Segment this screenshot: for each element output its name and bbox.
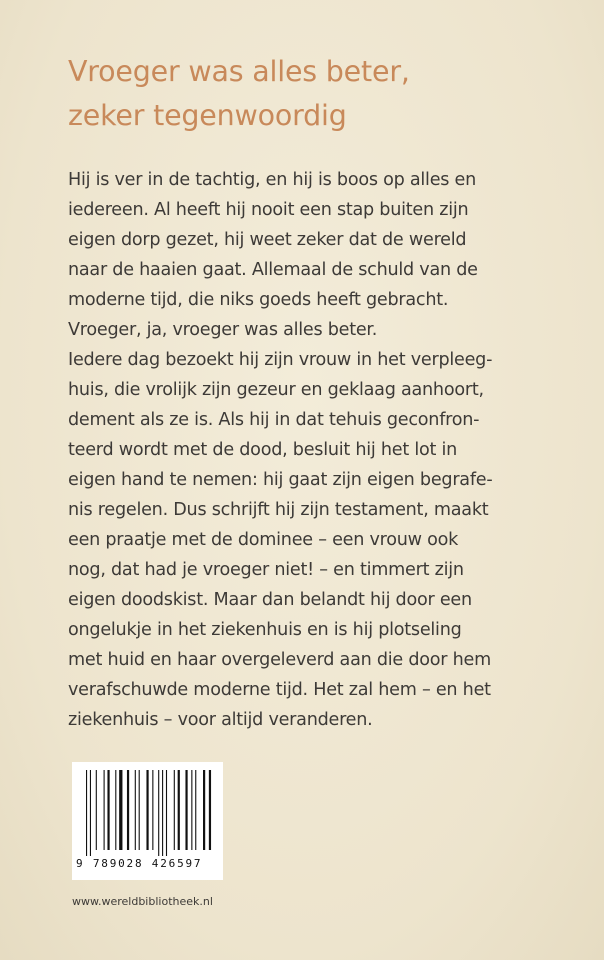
cover-heading — [68, 50, 568, 138]
blurb-line: nis regelen. Dus schrijft hij zijn testament, maakt — [68, 500, 489, 520]
barcode-bar — [115, 770, 116, 850]
isbn-barcode — [72, 762, 223, 880]
barcode-bar — [96, 770, 97, 850]
heading-line-1: Vroeger was alles beter, — [68, 55, 410, 88]
blurb-line: eigen doodskist. Maar dan belandt hij door een — [68, 590, 472, 610]
barcode-bar — [127, 770, 129, 850]
barcode-bar — [152, 770, 153, 850]
blurb-line: huis, die vrolijk zijn gezeur en geklaag aanhoort, — [68, 380, 484, 400]
barcode-bar — [158, 770, 159, 856]
barcode-bar — [86, 770, 87, 856]
blurb-line: met huid en haar overgeleverd aan die door hem — [68, 650, 491, 670]
barcode-bar — [191, 770, 192, 850]
barcode-bar — [90, 770, 91, 856]
blurb-line: dement als ze is. Als hij in dat tehuis geconfron- — [68, 410, 480, 430]
blurb-line: nog, dat had je vroeger niet! – en timmert zijn — [68, 560, 464, 580]
isbn-number: 9 789028 426597 — [76, 857, 203, 870]
blurb-line: moderne tijd, die niks goeds heeft gebracht. — [68, 290, 449, 310]
barcode-bar — [139, 770, 140, 850]
publisher-website: www.wereldbibliotheek.nl — [72, 895, 213, 908]
blurb-line: Vroeger, ja, vroeger was alles beter. — [68, 320, 378, 340]
blurb-line: naar de haaien gaat. Allemaal de schuld van de — [68, 260, 478, 280]
blurb-line: ziekenhuis – voor altijd veranderen. — [68, 710, 373, 730]
blurb-line: Hij is ver in de tachtig, en hij is boos op alles en — [68, 170, 476, 190]
barcode-bar — [174, 770, 175, 850]
barcode-bar — [107, 770, 109, 850]
barcode-bar — [146, 770, 148, 850]
blurb-text — [68, 165, 588, 735]
barcode-bar — [209, 770, 211, 850]
barcode-bar — [135, 770, 136, 850]
barcode-bar — [119, 770, 122, 850]
heading-line-2: zeker tegenwoordig — [68, 99, 347, 132]
blurb-line: een praatje met de dominee – een vrouw ook — [68, 530, 459, 550]
blurb-line: teerd wordt met de dood, besluit hij het lot in — [68, 440, 458, 460]
blurb-line: verafschuwde moderne tijd. Het zal hem – en het — [68, 680, 491, 700]
barcode-bar — [195, 770, 196, 850]
barcode-icon — [84, 770, 212, 856]
blurb-line: Iedere dag bezoekt hij zijn vrouw in het verpleeg- — [68, 350, 493, 370]
blurb-line: eigen hand te nemen: hij gaat zijn eigen begrafe- — [68, 470, 493, 490]
barcode-bar — [162, 770, 163, 856]
barcode-bar — [166, 770, 167, 856]
barcode-bar — [203, 770, 205, 850]
blurb-line: ongelukje in het ziekenhuis en is hij plotseling — [68, 620, 462, 640]
blurb-line: eigen dorp gezet, hij weet zeker dat de wereld — [68, 230, 467, 250]
blurb-line: iedereen. Al heeft hij nooit een stap buiten zijn — [68, 200, 469, 220]
barcode-bar — [185, 770, 187, 850]
barcode-bar — [104, 770, 105, 850]
barcode-bar — [178, 770, 180, 850]
